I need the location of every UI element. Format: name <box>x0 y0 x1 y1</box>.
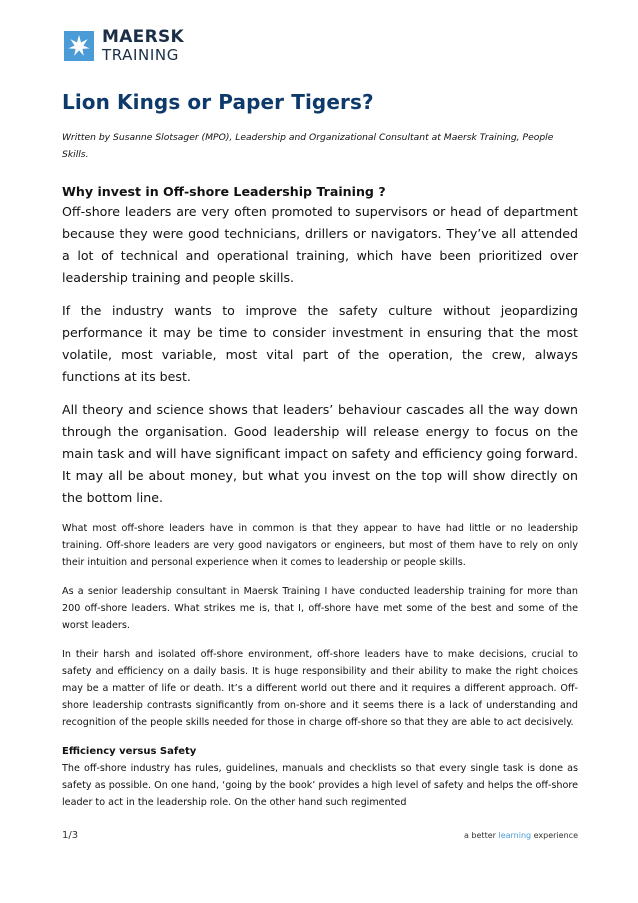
section-heading-why-invest: Why invest in Off-shore Leadership Training ? <box>62 184 386 199</box>
tagline-prefix: a better <box>463 831 499 840</box>
paragraph: All theory and science shows that leaders’ behaviour cascades all the way down through the organisation. Good leadership will release energy to focus on the main task and will have significant impact on safety and efficiency going forward. It may all be about money, but what you invest on the top will show directly on the bottom line. <box>62 402 578 505</box>
paragraph: Off-shore leaders are very often promoted to supervisors or head of department because they were good technicians, drillers or navigators. They’ve all attended a lot of technical and operational training, which have been prioritized over leadership training and people skills. <box>62 204 578 285</box>
article-byline: Written by Susanne Slotsager (MPO), Leadership and Organizational Consultant at Maersk Training, People Skills. <box>62 132 554 160</box>
star-icon <box>64 31 94 61</box>
footer-tagline <box>464 831 578 840</box>
maersk-training-logo <box>64 28 184 64</box>
page-number: 1/3 <box>62 830 79 841</box>
logo-sub-text: TRAINING <box>102 46 179 64</box>
article-title: Lion Kings or Paper Tigers? <box>62 90 374 114</box>
logo-brand-text: MAERSK <box>102 27 184 47</box>
page-footer <box>62 830 578 841</box>
section-heading-efficiency: Efficiency versus Safety <box>62 746 197 757</box>
tagline-accent: learning <box>498 831 532 840</box>
paragraph: The off-shore industry has rules, guidelines, manuals and checklists so that every single task is done as safety as possible. On one hand, ‘going by the book’ provides a high level of safety and helps the off-shore leader to act in the leadership role. On the other hand such regimented <box>62 763 578 808</box>
paragraph: If the industry wants to improve the safety culture without jeopardizing performance it may be time to consider investment in ensuring that the most volatile, most variable, most vital part of the operation, the crew, always functions at its best. <box>62 303 578 384</box>
paragraph: As a senior leadership consultant in Maersk Training I have conducted leadership training for more than 200 off-shore leaders. What strikes me is, that I, off-shore have met some of the best and some of the worst leaders. <box>62 586 578 631</box>
paragraph: In their harsh and isolated off-shore environment, off-shore leaders have to make decisions, crucial to safety and efficiency on a daily basis. It is huge responsibility and their ability to make the right choices may be a matter of life or death. It’s a different world out there and it requires a different approach. Off-shore leadership contrasts significantly from on-shore and it seems there is a lack of understanding and recognition of the people skills needed for those in charge off-shore so that they are able to act decisively. <box>62 649 578 728</box>
tagline-suffix: experience <box>531 831 578 840</box>
article-body <box>62 90 578 823</box>
paragraph: What most off-shore leaders have in common is that they appear to have had little or no leadership training. Off-shore leaders are very good navigators or engineers, but most of them have to rely on only their intuition and personal experience when it comes to leadership or people skills. <box>62 523 578 568</box>
